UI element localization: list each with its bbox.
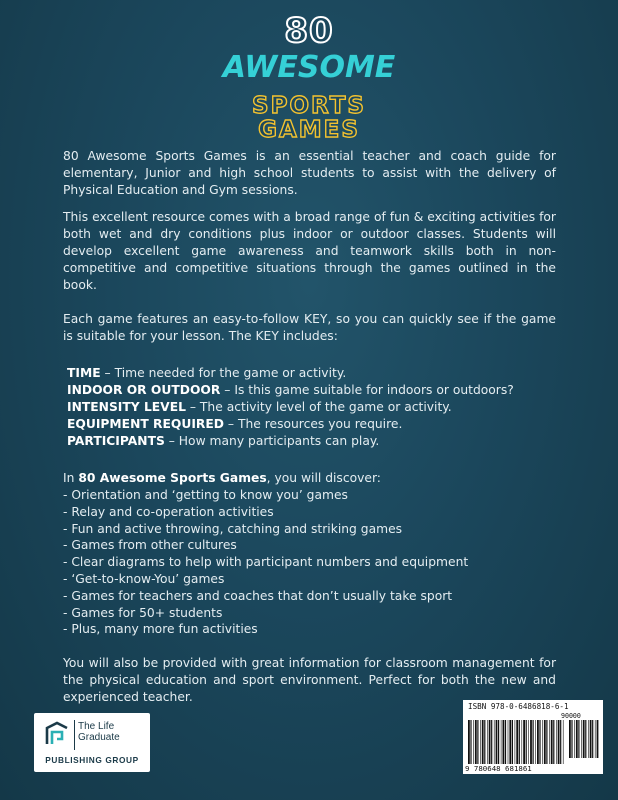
price-code: 90000 <box>561 712 581 720</box>
barcode-bar <box>491 720 492 764</box>
barcode-bar <box>539 720 540 764</box>
isbn-number: ISBN 978-0-6486818-6-1 <box>468 702 569 711</box>
key-intro-paragraph: Each game features an easy-to-follow KEY, so you can quickly see if the game is suitable for your lesson. The KEY includes: <box>63 312 556 343</box>
list-item: - Fun and active throwing, catching and striking games <box>63 521 403 536</box>
list-item: - Clear diagrams to help with participant numbers and equipment <box>63 555 469 570</box>
barcode-bar <box>574 720 575 758</box>
title-sports: SPORTS <box>252 93 366 119</box>
key-term: INTENSITY LEVEL <box>67 400 186 414</box>
barcode-bar <box>544 720 546 764</box>
back-cover-blurb <box>63 148 556 706</box>
publisher-mark-icon <box>43 720 71 748</box>
barcode-bar <box>576 720 578 758</box>
barcode-bar <box>590 720 592 758</box>
barcode-bar <box>489 720 491 764</box>
barcode-bar <box>477 720 478 764</box>
key-item <box>67 433 556 450</box>
key-item <box>67 382 556 399</box>
barcode-bar <box>505 720 506 764</box>
key-term: EQUIPMENT REQUIRED <box>67 417 224 431</box>
key-item <box>67 365 556 382</box>
barcode-bar <box>480 720 481 764</box>
barcode-bar <box>494 720 495 764</box>
barcode-bar <box>503 720 505 764</box>
publisher-line-1: The Life <box>78 721 115 732</box>
discover-suffix: , you will discover: <box>266 471 381 485</box>
barcode-bar <box>468 720 470 764</box>
publisher-logo <box>34 713 150 772</box>
barcode-bar <box>546 720 547 764</box>
barcode-bar <box>509 720 511 764</box>
ean-digits: 9 780648 681861 <box>465 764 532 773</box>
book-title <box>0 11 618 143</box>
barcode-bar <box>530 720 532 764</box>
barcode-bar <box>475 720 477 764</box>
barcode-bar <box>592 720 593 758</box>
barcode-bar <box>482 720 484 764</box>
key-desc: – The activity level of the game or activity. <box>185 400 452 414</box>
barcode-bar <box>560 720 561 764</box>
barcode-bar <box>551 720 553 764</box>
barcode-bar <box>501 720 502 764</box>
barcode-bar <box>583 720 585 758</box>
publisher-line-2: Graduate <box>78 732 120 743</box>
barcode-bar <box>542 720 543 764</box>
closing-paragraph: You will also be provided with great information for classroom management for the physical education and sport environment. Perfect for both the new and experienced teacher. <box>63 656 556 705</box>
intro-paragraph: 80 Awesome Sports Games is an essential teacher and coach guide for elementary, Junior and high school students to assist with the delivery of Physical Education and Gym sessions. <box>63 149 556 197</box>
barcode-bar <box>484 720 485 764</box>
list-item: - Games from other cultures <box>63 538 237 553</box>
list-item: - Games for teachers and coaches that don’t usually take sport <box>63 588 453 603</box>
barcode-bar <box>535 720 536 764</box>
key-item <box>67 399 556 416</box>
barcode-bar <box>522 720 523 764</box>
key-item <box>67 416 556 433</box>
barcode-bar <box>571 720 572 758</box>
key-term: INDOOR OR OUTDOOR <box>67 383 221 397</box>
barcode-bar <box>496 720 498 764</box>
list-item: - Orientation and ‘getting to know you’ games <box>63 488 348 502</box>
logo-divider <box>74 720 75 750</box>
barcode-bar <box>512 720 513 764</box>
resource-paragraph: This excellent resource comes with a broad range of fun & exciting activities for both wet and dry conditions plus indoor or outdoor classes. Students will develop excellent game awareness and teamwork skills both in non-competitive and competitive situations through the games outlined in the book. <box>63 210 556 292</box>
barcode-bar <box>519 720 520 764</box>
list-item: - ‘Get-to-know-You’ games <box>63 571 225 586</box>
barcode-bar <box>595 720 596 758</box>
barcode-bar <box>556 720 557 764</box>
barcode-bar <box>537 720 539 764</box>
title-number: 80 <box>284 11 334 51</box>
list-item: - Games for 50+ students <box>63 605 223 620</box>
key-desc: – Time needed for the game or activity. <box>100 366 347 380</box>
key-list <box>63 365 556 450</box>
barcode-bar <box>549 720 550 764</box>
barcode-bar <box>597 720 599 758</box>
barcode-bar <box>523 720 525 764</box>
isbn-barcode <box>463 700 603 774</box>
list-item: - Plus, many more fun activities <box>63 622 258 637</box>
discover-list <box>63 470 556 638</box>
title-awesome: AWESOME <box>222 50 396 85</box>
barcode-bar <box>528 720 529 764</box>
list-item: - Relay and co-operation activities <box>63 504 274 519</box>
barcode-bar <box>498 720 499 764</box>
discover-prefix: In <box>63 471 79 485</box>
barcode-bar <box>578 720 579 758</box>
barcode-bar <box>581 720 582 758</box>
barcode-bar <box>585 720 586 758</box>
barcode-bar <box>515 720 516 764</box>
key-term: PARTICIPANTS <box>67 434 165 448</box>
title-games: GAMES <box>258 117 360 143</box>
barcode-bars <box>468 720 564 764</box>
barcode-bar <box>508 720 509 764</box>
key-desc: – The resources you require. <box>223 417 403 431</box>
discover-book-title: 80 Awesome Sports Games <box>78 471 267 485</box>
discover-intro <box>63 470 556 487</box>
key-term: TIME <box>67 366 101 380</box>
key-desc: – Is this game suitable for indoors or outdoors? <box>220 383 514 397</box>
publisher-name <box>78 721 120 743</box>
barcode-bar <box>563 720 564 764</box>
barcode-bar <box>533 720 534 764</box>
barcode-bar <box>569 720 571 758</box>
key-desc: – How many participants can play. <box>164 434 380 448</box>
barcode-addon-bars <box>569 720 599 758</box>
barcode-bar <box>558 720 560 764</box>
barcode-bar <box>473 720 474 764</box>
barcode-bar <box>470 720 471 764</box>
barcode-bar <box>487 720 488 764</box>
barcode-bar <box>516 720 518 764</box>
barcode-bar <box>588 720 589 758</box>
publisher-group: PUBLISHING GROUP <box>45 755 139 765</box>
barcode-bar <box>553 720 554 764</box>
barcode-bar <box>526 720 527 764</box>
